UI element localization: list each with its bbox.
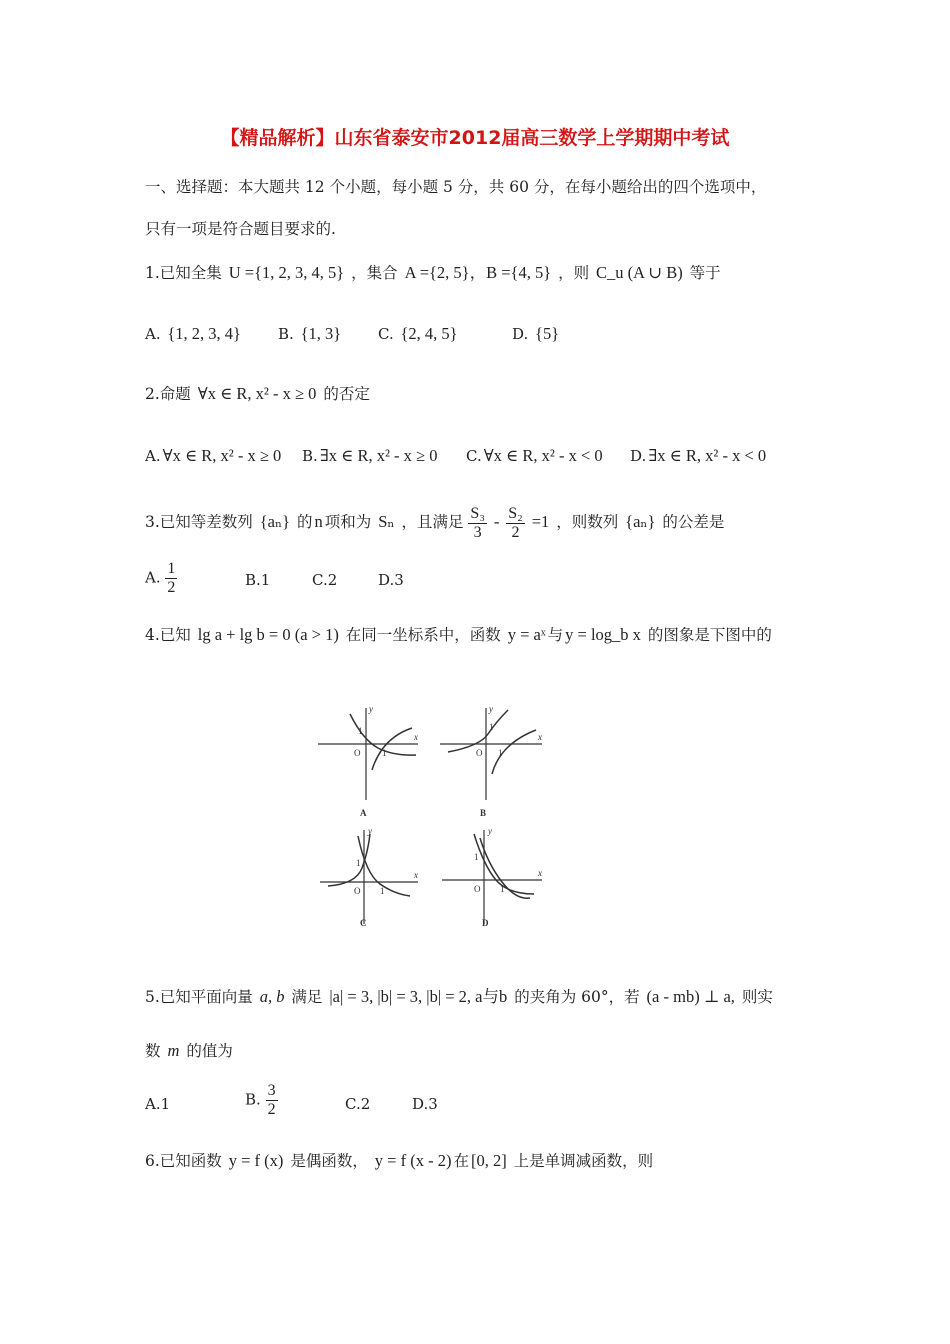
q3-text-3: ，且满足	[401, 513, 464, 531]
q6-function: y = f (x)	[228, 1151, 284, 1170]
q3-option-c: C.2	[312, 571, 338, 589]
q3-prefix: 3.已知等差数列	[145, 513, 253, 531]
q3-text: 的	[296, 513, 313, 531]
intro-line-1: 一、选择题：本大题共 12 个小题，每小题 5 分，共 60 分，在每小题给出的四个选项中，	[145, 178, 767, 196]
intro-line-2: 只有一项是符合题目要求的.	[145, 220, 336, 238]
graph-c-1x: 1	[380, 886, 385, 896]
graph-c-origin: O	[354, 886, 361, 896]
graph-a-1x: 1	[382, 748, 387, 758]
q3-equals: =1	[531, 512, 550, 531]
graph-d-label: D	[482, 918, 489, 928]
q2-option-a: A. ∀x ∈ R, x² - x ≥ 0	[145, 446, 282, 465]
q4-graph-figure	[308, 700, 548, 932]
q5-suffix: 则实	[741, 988, 773, 1006]
graph-b-label: B	[480, 808, 487, 818]
q1-text-mid: ，集合	[351, 264, 398, 282]
q2-prefix: 2.命题	[145, 385, 191, 403]
q6-shifted-function: y = f (x - 2)	[374, 1151, 452, 1170]
q3-option-a: A. $\frac{1}{2}$	[145, 560, 176, 596]
graph-d-1x: 1	[500, 884, 505, 894]
graph-b-y: y	[489, 704, 493, 714]
q6-text: 是偶函数，	[290, 1152, 368, 1170]
graph-c-1y: 1	[356, 858, 361, 868]
graph-b-1x: 1	[498, 748, 503, 758]
q3-suffix: 的公差是	[662, 513, 725, 531]
q3-text-4: ，则数列	[556, 513, 619, 531]
q2-option-d: D. ∃x ∈ R, x² - x < 0	[630, 446, 767, 465]
question-2	[145, 383, 370, 405]
q4-prefix: 4.已知	[145, 626, 191, 644]
q4-exp-function: y = aˣ	[507, 625, 546, 644]
graph-a-x: x	[414, 732, 418, 742]
q1-text-then: ，则	[558, 264, 590, 282]
q5-option-b: B. $\frac{3}{2}$	[245, 1082, 276, 1118]
q4-text: 在同一坐标系中，函数	[345, 626, 501, 644]
q1-complement: C_u (A ∪ B)	[596, 263, 683, 282]
q3-option-b: B.1	[245, 571, 271, 589]
q5-m: m	[167, 1041, 180, 1060]
q5-option-c: C.2	[345, 1095, 371, 1113]
q1-sets: A ={2, 5}，B ={4, 5}	[404, 263, 552, 282]
q3-sn: Sₙ	[378, 512, 395, 531]
q5-conditions: |a| = 3, |b| = 3, |b| = 2, a与b	[329, 987, 508, 1006]
q1-prefix: 1.已知全集	[145, 264, 222, 282]
question-4	[145, 624, 772, 646]
q2-proposition: ∀x ∈ R, x² - x ≥ 0	[197, 384, 317, 403]
graph-a-label: A	[360, 808, 367, 818]
q3-sequence-2: {aₙ}	[625, 512, 656, 531]
graph-a-origin: O	[354, 748, 361, 758]
q3-fraction-2: $\frac{\text{S₂}}{2}$	[508, 504, 523, 541]
graph-a-y: y	[369, 704, 373, 714]
q4-suffix: 的图象是下图中的	[647, 626, 772, 644]
q5-text: 满足	[291, 988, 323, 1006]
q2-option-b: B. ∃x ∈ R, x² - x ≥ 0	[302, 446, 438, 465]
q5-vectors: a, b	[259, 987, 285, 1006]
q2-option-c: C. ∀x ∈ R, x² - x < 0	[466, 446, 603, 465]
q5-line2-prefix: 数	[145, 1042, 161, 1060]
q1-option-b: B. {1, 3}	[278, 324, 342, 343]
q1-suffix: 等于	[689, 264, 721, 282]
q2-suffix: 的否定	[323, 385, 370, 403]
q1-universal-set: U ={1, 2, 3, 4, 5}	[228, 263, 345, 282]
q6-prefix: 6.已知函数	[145, 1152, 222, 1170]
graph-d-1y: 1	[474, 852, 479, 862]
question-1	[145, 262, 721, 284]
graph-b-origin: O	[476, 748, 483, 758]
q5-option-a: A.1	[145, 1095, 171, 1113]
q6-on: 在	[453, 1152, 469, 1170]
q6-interval: [0, 2]	[470, 1151, 507, 1170]
graph-d	[442, 826, 542, 928]
q3-option-d: D.3	[378, 571, 404, 589]
graph-c-y: y	[368, 826, 372, 836]
q5-perpendicular: (a - mb) ⊥ a,	[646, 987, 735, 1006]
graph-b-x: x	[538, 732, 542, 742]
q3-n: n	[314, 512, 323, 531]
q6-suffix: 上是单调减函数，则	[513, 1152, 654, 1170]
question-6	[145, 1150, 653, 1172]
graph-d-x: x	[538, 868, 542, 878]
q3-minus: -	[493, 512, 500, 531]
q5-angle: 的夹角为 60°，若	[514, 988, 640, 1006]
q4-condition: lg a + lg b = 0 (a > 1)	[197, 625, 339, 644]
graph-c	[320, 826, 418, 928]
q5-option-d: D.3	[412, 1095, 438, 1113]
q5-line2-suffix: 的值为	[186, 1042, 233, 1060]
graph-c-x: x	[414, 870, 418, 880]
q3-text-2: 项和为	[324, 513, 372, 531]
q1-option-d: D. {5}	[512, 324, 560, 343]
question-5	[145, 986, 773, 1008]
graph-d-origin: O	[474, 884, 481, 894]
q3-fraction-1: $\frac{\text{S₃}}{3}$	[470, 504, 485, 541]
question-5-line-2	[145, 1040, 233, 1062]
graph-a	[318, 704, 418, 818]
q4-log-function: y = log_b x	[565, 625, 641, 644]
q4-and: 与	[547, 626, 564, 644]
graph-b	[440, 704, 542, 818]
graph-a-1y: 1	[358, 726, 363, 736]
q1-option-a: A. {1, 2, 3, 4}	[145, 324, 241, 343]
graph-b-1y: 1	[489, 722, 494, 732]
question-3	[145, 500, 724, 544]
q5-prefix: 5.已知平面向量	[145, 988, 253, 1006]
document-title: 【精品解析】山东省泰安市2012届高三数学上学期期中考试	[220, 127, 730, 149]
graph-c-label: C	[360, 918, 367, 928]
q3-sequence: {aₙ}	[259, 512, 291, 531]
graph-d-y: y	[488, 826, 492, 836]
q1-option-c: C. {2, 4, 5}	[378, 324, 458, 343]
